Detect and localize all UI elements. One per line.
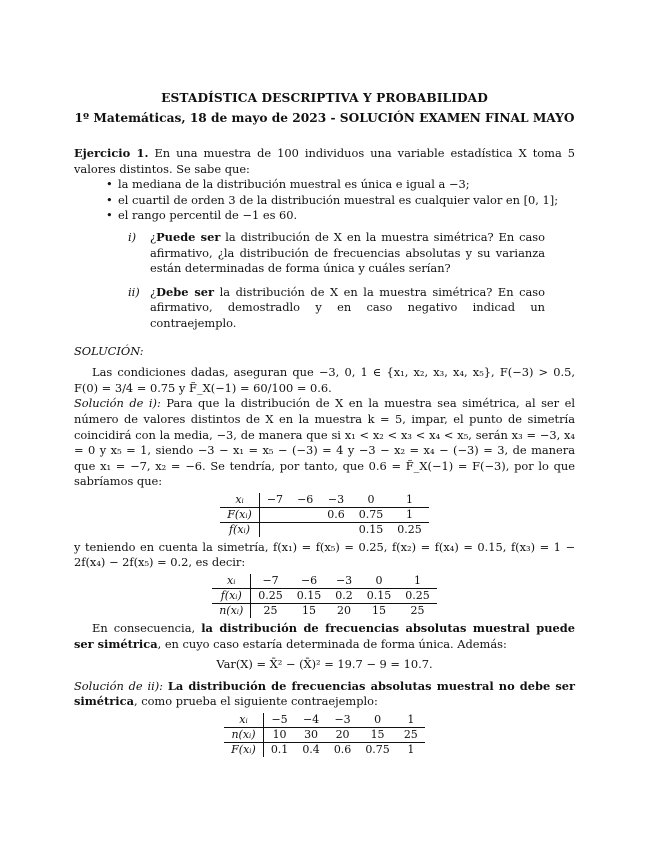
table-row: f(xᵢ) 0.25 0.15 0.2 0.15 0.25 <box>212 589 437 604</box>
page-title: ESTADÍSTICA DESCRIPTIVA Y PROBABILIDAD <box>161 91 488 105</box>
question-number: i) <box>128 229 137 244</box>
table-row: n(xᵢ) 10 30 20 15 25 <box>224 728 425 743</box>
conclusion-text: En consecuencia, la distribución de frecuencias absolutas muestral puede ser simétrica, en cuyo caso estaría determinada de forma única. Además: <box>74 621 575 651</box>
exercise-text: En una muestra de 100 individuos una variable estadística X toma 5 valores distintos. Se sabe que: <box>74 146 575 176</box>
question-number: ii) <box>128 284 140 299</box>
table-row: xᵢ −7 −6 −3 0 1 <box>212 574 437 589</box>
exercise-label: Ejercicio 1. <box>74 146 149 160</box>
question-keyword: Puede ser <box>156 229 221 244</box>
conditions-list <box>74 177 575 224</box>
symmetry-text: y teniendo en cuenta la simetría, f(x₁) = f(x₅) = 0.25, f(x₂) = f(x₄) = 0.15, f(x₃) = 1 − 2f(x₄) − 2f(x₅) = 0.2, es decir: <box>74 539 575 570</box>
condition-item: • la mediana de la distribución muestral es única e igual a −3; <box>118 177 575 193</box>
part-i-label: Solución de i): <box>74 396 161 411</box>
table-row: F(xᵢ) 0.1 0.4 0.6 0.75 1 <box>224 743 425 758</box>
table-counterexample <box>224 713 425 757</box>
condition-item: • el rango percentil de −1 es 60. <box>118 208 575 224</box>
table-row: xᵢ −5 −4 −3 0 1 <box>224 713 425 728</box>
question-keyword: Debe ser <box>156 284 215 299</box>
table-row: f(xᵢ) 0.15 0.25 <box>220 522 429 537</box>
question-i: i) ¿Puede ser la distribución de X en la muestra simétrica? En caso afirmativo, ¿la distribución de frecuencias absolutas y su varianza están determinadas de forma única y cuáles serían? <box>128 229 546 276</box>
solution-part-i: Solución de i): Para que la distribución de X en la muestra sea simétrica, al ser el número de valores distintos de X en la muestra k = 5, impar, el punto de simetría coincidirá con la media, −3, de manera que si x₁ < x₂ < x₃ < x₄ < x₅, serán x₃ = −3, x₄ = 0 y x₅ = 1, siendo −3 − x₁ = x₅ − (−3) = 4 y −3 − x₂ = x₄ − (−3) = 3, de manera que x₁ = −7, x₂ = −6. Se tendría, por tanto, que 0.6 = F̃_X(−1) = F(−3), por lo que sabríamos que: <box>74 396 575 489</box>
table-symmetric <box>212 574 437 618</box>
solution-intro: Las condiciones dadas, aseguran que −3, 0, 1 ∈ {x₁, x₂, x₃, x₄, x₅}, F(−3) > 0.5, F(0) = 3/4 = 0.75 y F̃_X(−1) = 60/100 = 0.6. <box>74 365 575 395</box>
condition-item: • el cuartil de orden 3 de la distribución muestral es cualquier valor en [0, 1]; <box>118 193 575 209</box>
table-row: n(xᵢ) 25 15 20 15 25 <box>212 604 437 619</box>
part-ii-label: Solución de ii): <box>74 678 164 693</box>
conclusion-bold: la distribución de frecuencias absolutas muestral puede ser simétrica <box>74 621 575 651</box>
table-row: xᵢ −7 −6 −3 0 1 <box>220 493 429 508</box>
page-subtitle: 1º Matemáticas, 18 de mayo de 2023 - SOLUCIÓN EXAMEN FINAL MAYO <box>74 111 575 125</box>
solution-part-ii: Solución de ii): La distribución de frecuencias absolutas muestral no debe ser simétrica, como prueba el siguiente contraejemplo: <box>74 678 576 709</box>
question-ii: ii) ¿Debe ser la distribución de X en la muestra simétrica? En caso afirmativo, demostradlo y en caso negativo indicad un contraejemplo. <box>128 284 545 330</box>
table-cumulative <box>220 493 429 537</box>
exercise-statement <box>74 146 575 177</box>
questions <box>74 230 575 332</box>
solution-heading: SOLUCIÓN: <box>74 343 144 358</box>
part-ii-bold: La distribución de frecuencias absolutas muestral no debe ser simétrica <box>74 678 576 709</box>
table-row: F(xᵢ) 0.6 0.75 1 <box>220 507 429 522</box>
variance-formula: Var(X) = X̄² − (X̄)² = 19.7 − 9 = 10.7. <box>216 657 433 672</box>
